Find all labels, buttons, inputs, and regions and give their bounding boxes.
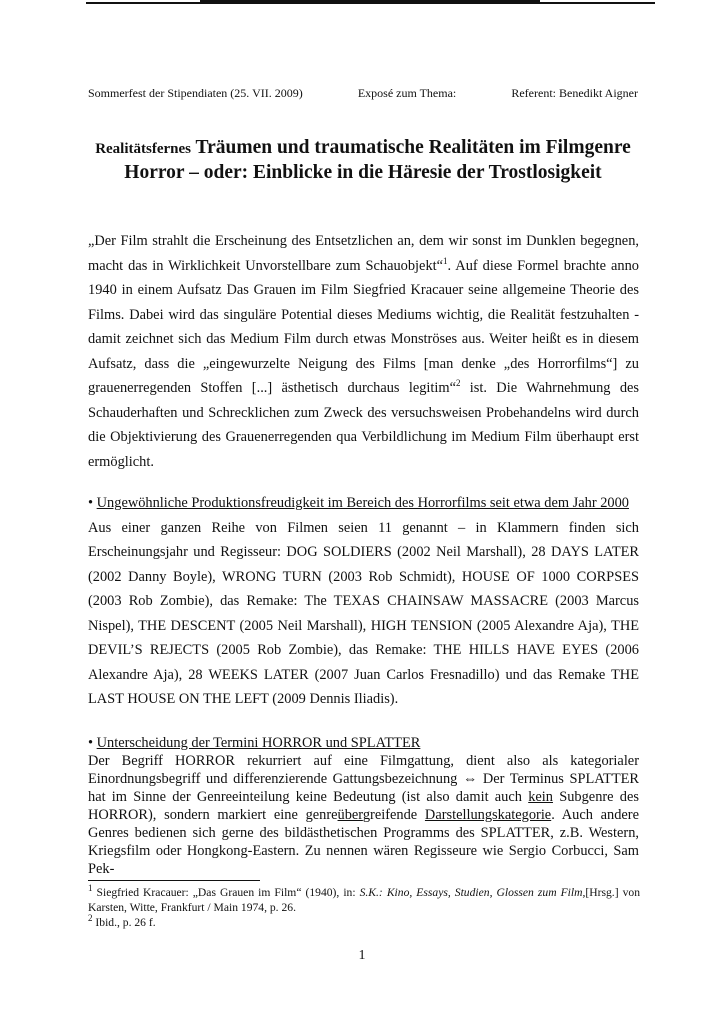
footnote-2 <box>88 915 640 930</box>
intro-text-c: ist. Die Wahrnehmung des Schauderhaften und Schrecklichen zum Zweck des versuchsweisen Probehandelns wird durch die Objektivierung des Grauenerregenden qua Verbildlichung im Medium Film überhaupt erst ermöglicht. <box>88 380 639 470</box>
section2-bullet: • <box>88 735 94 751</box>
underlined-darstellungskategorie: Darstellungskategorie <box>424 807 552 823</box>
intro-text-a: „Der Film strahlt die Erscheinung des Entsetzlichen an, dem wir sonst im Dunklen begegnen, macht das in Wirklichkeit Unvorstellbare zum Schauobjekt“ <box>88 233 639 274</box>
section-production-boom <box>88 491 639 712</box>
footnote-1-text-a: Siegfried Kracauer: „Das Grauen im Film“ (1940), in: <box>96 886 356 899</box>
footnote-2-text: Ibid., p. 26 f. <box>95 916 156 929</box>
intro-paragraph <box>88 229 639 474</box>
footnote-1-number: 1 <box>88 883 93 894</box>
footnote-2-number: 2 <box>88 913 93 924</box>
footnotes <box>88 885 640 930</box>
section1-heading: Ungewöhnliche Produktionsfreudigkeit im Bereich des Horrorfilms seit etwa dem Jahr 2000 <box>96 495 629 511</box>
section2-text-1: Der Begriff HORROR rekurriert auf eine Filmgattung, dient also als kategorialer Einordnungsbegriff und differenzierende Gattungsbezeichnung <box>88 753 639 787</box>
footnote-1-italic: S.K.: Kino, Essays, Studien, Glossen zum Film, <box>359 886 586 899</box>
title-line2: Horror – oder: Einblicke in die Häresie der Trostlosigkeit <box>124 162 602 183</box>
title-prefix: Realitätsfernes <box>95 141 191 157</box>
document-title <box>88 136 638 185</box>
top-border-rule-thick <box>200 0 540 4</box>
footnote-ref-2: 2 <box>455 378 461 389</box>
intro-text-b: . Auf diese Formel brachte anno 1940 in einem Aufsatz Das Grauen im Film Siegfried Kracauer seine allgemeine Theorie des Films. Dabei wird das singuläre Potential dieses Mediums wichtig, die Realität festzuhalten - damit zeichnet sich das Medium Film durch etwas Monströses aus. Weiter heißt es in diesem Aufsatz, dass die „eingewurzelte Neigung des Films [man denke „des Horrorfilms“] zu grauenerregenden Stoffen [...] ästhetisch durchaus legitim“ <box>88 257 639 396</box>
header-right: Referent: Benedikt Aigner <box>511 86 638 100</box>
section1-body: Aus einer ganzen Reihe von Filmen seien 11 genannt – in Klammern finden sich Erscheinungsjahr und Regisseur: DOG SOLDIERS (2002 Neil Marshall), 28 DAYS LATER (2002 Danny Boyle), WRONG TURN (2003 Rob Schmidt), HOUSE OF 1000 CORPSES (2003 Rob Zombie), das Remake: The TEXAS CHAINSAW MASSACRE (2003 Marcus Nispel), THE DESCENT (2005 Neil Marshall), HIGH TENSION (2005 Alexandre Aja), THE DEVIL’S REJECTS (2005 Rob Zombie), das Remake: THE HILLS HAVE EYES (2006 Alexandre Aja), 28 WEEKS LATER (2007 Juan Carlos Fresnadillo) und das Remake THE LAST HOUSE ON THE LEFT (2009 Dennis Iliadis). <box>88 519 639 707</box>
section-horror-splatter <box>88 734 639 878</box>
section2-text-4: greifende <box>362 807 418 823</box>
equivalence-arrow-icon: ⇔ <box>462 771 478 787</box>
page-header <box>88 86 638 101</box>
footnote-separator <box>88 880 260 881</box>
underlined-kein: kein <box>528 789 553 805</box>
section2-text-5: . Auch andere Genres bedienen sich gerne des bildästhetischen Programms des SPLATTER, z.B. Western, Kriegsfilm oder Hongkong-Eastern. Zu nennen wären Regisseure wie Sergio Corbucci, Sam Pek- <box>88 807 639 877</box>
header-center: Exposé zum Thema: <box>357 86 457 100</box>
title-line1: Träumen und traumatische Realitäten im Filmgenre <box>195 137 631 158</box>
underlined-ueber: über <box>337 807 363 823</box>
section2-text-3: Subgenre des HORROR), sondern markiert eine genre <box>88 789 639 823</box>
section1-bullet: • <box>88 495 94 511</box>
footnote-1 <box>88 885 640 915</box>
footnote-1-text-b: [Hrsg.] von Karsten, Witte, Frankfurt / Main 1974, p. 26. <box>88 886 640 914</box>
section2-heading: Unterscheidung der Termini HORROR und SPLATTER <box>96 735 421 751</box>
page-number: 1 <box>358 948 366 963</box>
footnote-ref-1: 1 <box>443 255 448 266</box>
header-left: Sommerfest der Stipendiaten (25. VII. 2009) <box>88 86 303 100</box>
section2-text-2: Der Terminus SPLATTER hat im Sinne der Genreeinteilung keine Bedeutung (ist also damit auch <box>88 771 640 805</box>
